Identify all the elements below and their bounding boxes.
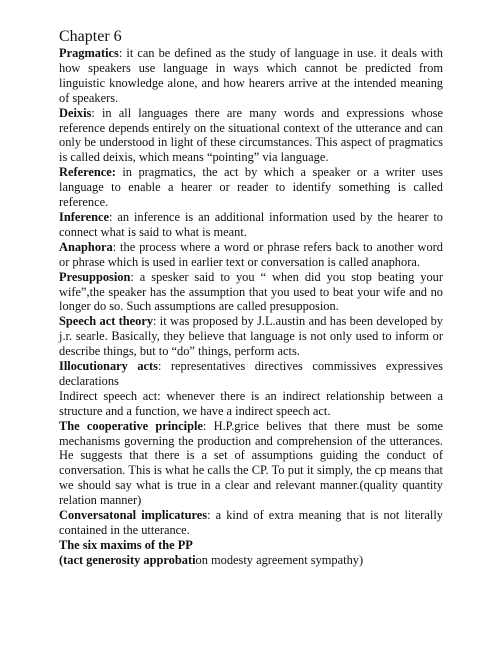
definition-speech-act-theory: : it was proposed by J.L.austin and has been developed by j.r. searle. Basically, they believe that language is not only used to inform or describe things, but to “do” things, perform acts. bbox=[59, 314, 443, 359]
term-reference: Reference: bbox=[59, 165, 116, 180]
maxims-list bbox=[59, 553, 443, 568]
term-speech-act-theory: Speech act theory bbox=[59, 314, 154, 329]
definition-illocutionary-acts: : representatives directives commissives expressives declarations bbox=[59, 359, 443, 388]
term-presupposion: Presupposion bbox=[59, 269, 131, 284]
definition-conversational-implicatures: : a kind of extra meaning that is not literally contained in the utterance. bbox=[59, 508, 443, 537]
paragraph-presupposion bbox=[59, 270, 443, 315]
term-cooperative-principle: The cooperative principle bbox=[59, 418, 203, 433]
definition-inference: : an inference is an additional information used by the hearer to connect what is said to what is meant. bbox=[59, 209, 443, 239]
paragraph-inference bbox=[59, 210, 443, 240]
document-page bbox=[59, 28, 443, 568]
heading-six-maxims: The six maxims of the PP bbox=[59, 537, 193, 552]
definition-pragmatics: : it can be defined as the study of language in use. it deals with how speakers use language in ways which cannot be predicted from linguistic knowledge alone, and how hearers arrive at the intended meaning of speakers. bbox=[59, 46, 443, 105]
definition-presupposion: : a spesker said to you “ when did you stop beating your wife”,the speaker has the assumption that you used to beat your wife and no longer do so. Such assumptions are called presupposion. bbox=[59, 269, 443, 314]
term-inference: Inference bbox=[59, 209, 110, 224]
term-pragmatics: Pragmatics bbox=[59, 46, 119, 60]
paragraph-illocutionary-acts bbox=[59, 359, 443, 389]
chapter-title: Chapter 6 bbox=[59, 28, 122, 45]
paragraph-conversational-implicatures bbox=[59, 508, 443, 538]
paragraph-pragmatics bbox=[59, 46, 443, 106]
paragraph-deixis bbox=[59, 106, 443, 166]
paragraph-speech-act-theory bbox=[59, 314, 443, 359]
paragraph-reference bbox=[59, 165, 443, 210]
definition-anaphora: : the process where a word or phrase refers back to another word or phrase which is used in earlier text or conversation is called anaphora. bbox=[59, 239, 443, 269]
maxims-list-bold: (tact generosity approbati bbox=[59, 552, 196, 567]
paragraph-indirect-speech-act: Indirect speech act: whenever there is an indirect relationship between a structure and a function, we have a indirect speech act. bbox=[59, 388, 443, 418]
paragraph-anaphora bbox=[59, 240, 443, 270]
definition-cooperative-principle: : H.P.grice belives that there must be some mechanisms governing the production and comprehension of the utterances. He suggests that there is a set of assumptions guiding the conduct of conversation. This is what he calls the CP. To put it simply, the cp means that we should say what is true in a clear and relevant manner.(quality quantity relation manner) bbox=[59, 418, 444, 508]
term-illocutionary-acts: Illocutionary acts bbox=[59, 359, 158, 374]
definition-deixis: : in all languages there are many words and expressions whose reference depends entirely on the situational context of the utterance and can only be understood in light of these circumstances. This aspect of pragmatics is called deixis, which means “pointing” via language. bbox=[59, 105, 443, 165]
term-conversational-implicatures: Conversatonal implicatures bbox=[59, 508, 208, 523]
term-deixis: Deixis bbox=[59, 105, 92, 120]
paragraph-cooperative-principle bbox=[59, 419, 443, 508]
definition-reference: in pragmatics, the act by which a speaker or a writer uses language to enable a hearer or reader to identify something is called reference. bbox=[59, 165, 443, 210]
term-anaphora: Anaphora bbox=[59, 239, 113, 254]
maxims-list-normal: on modesty agreement sympathy) bbox=[195, 552, 364, 567]
